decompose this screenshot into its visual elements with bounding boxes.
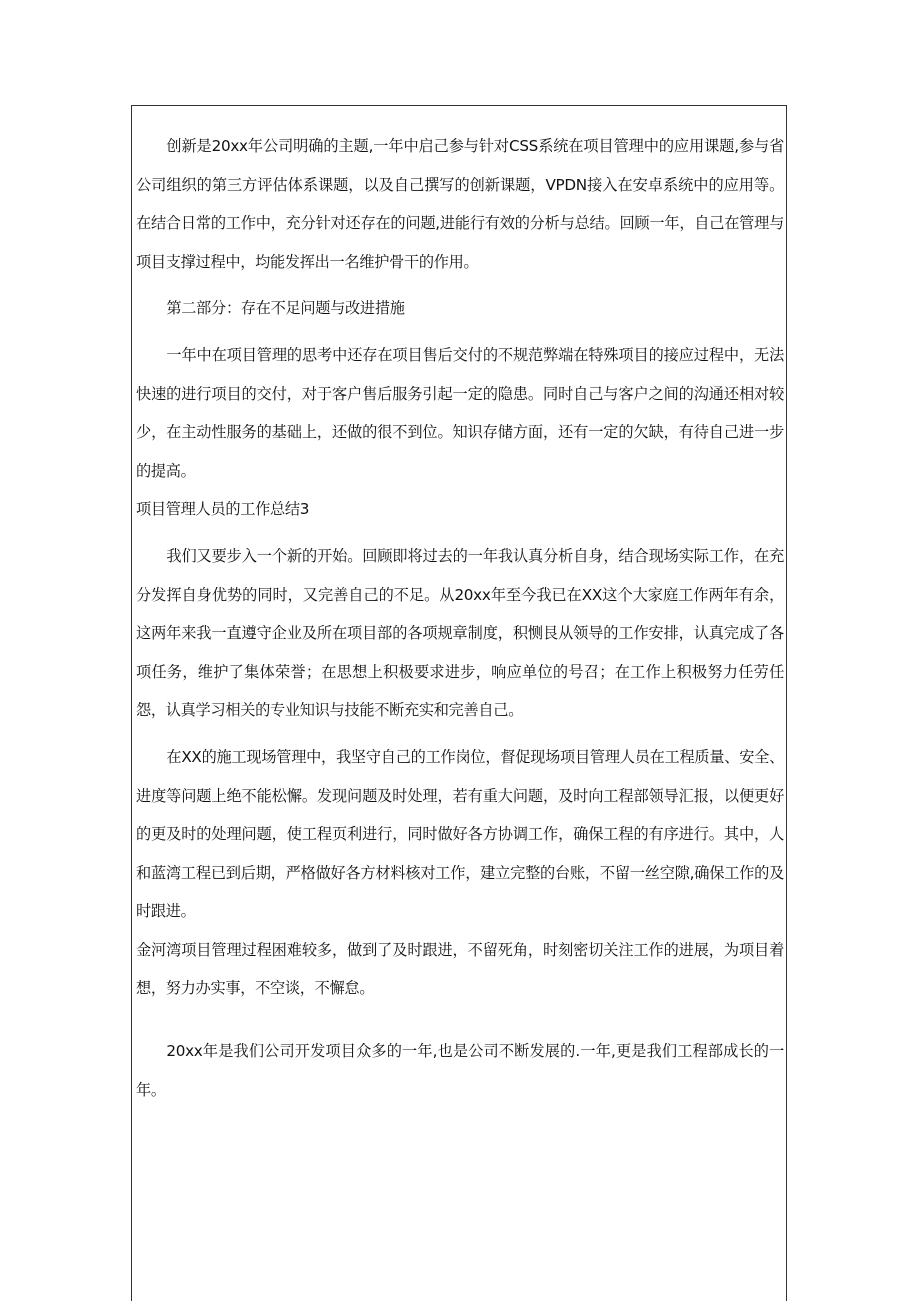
paragraph-shortcomings: 一年中在项目管理的思考中还存在项目售后交付的不规范弊端在特殊项目的接应过程中，无法快速的进行项目的交付，对于客户售后服务引起一定的隐患。同时自己与客户之间的沟通还相对较少，在主动性服务的基础上，还做的很不到位。知识存储方面，还有一定的欠缺，有待自己进一步的提高。 bbox=[136, 345, 784, 480]
paragraph-innovation: 创新是20xx年公司明确的主题,一年中启己参与针对CSS系统在项目管理中的应用课题,参与省公司组织的第三方评估体系课题，以及自己撰写的创新课题，VPDN接入在安卓系统中的应用等。在结合日常的工作中，充分针对还存在的问题,进能行有效的分析与总结。回顾一年，自己在管理与项目支撑过程中，均能发挥出一名维护骨干的作用。 bbox=[136, 137, 784, 271]
paragraph-new-start: 我们又要步入一个新的开始。回顾即将过去的一年我认真分析自身，结合现场实际工作，在充分发挥自身优势的同时，又完善自己的不足。从20xx年至今我已在XX这个大家庭工作两年有余，这两年来我一直遵守企业及所在项目部的各项规章制度，积恻艮从领导的工作安排，认真完成了各项任务，维护了集体荣誉；在思想上积极要求进步，响应单位的号召；在工作上积极努力任劳任怨，认真学习相关的专业知识与技能不断充实和完善自己。 bbox=[136, 546, 784, 720]
paragraph-jinhewan: 金河湾项目管理过程困难较多，做到了及时跟进，不留死角，时刻密切关注工作的进展，为项目着想，努力办实事，不空谈，不懈怠。 bbox=[136, 940, 784, 998]
section-heading-part-two: 第二部分：存在不足问题与改进措施 bbox=[166, 299, 405, 318]
paragraph-site-management: 在XX的施工现场管理中，我坚守自己的工作岗位，督促现场项目管理人员在工程质量、安全、进度等问题上绝不能松懈。发现问题及时处理，若有重大问题，及时向工程部领导汇报，以便更好的更及时的处理问题，使工程页利进行，同时做好各方协调工作，确保工程的有序进行。其中，人和蓝湾工程已到后期，严格做好各方材料核对工作，建立完整的台账，不留一丝空隙,确保工作的及时跟进。 bbox=[136, 747, 784, 921]
page-frame bbox=[131, 105, 787, 1301]
paragraph-year-overview: 20xx年是我们公司开发项目众多的一年,也是公司不断发展的.一年,更是我们工程部成长的一年。 bbox=[136, 1042, 784, 1099]
section-heading-summary-3: 项目管理人员的工作总结3 bbox=[136, 500, 310, 519]
document-body bbox=[136, 127, 784, 1109]
